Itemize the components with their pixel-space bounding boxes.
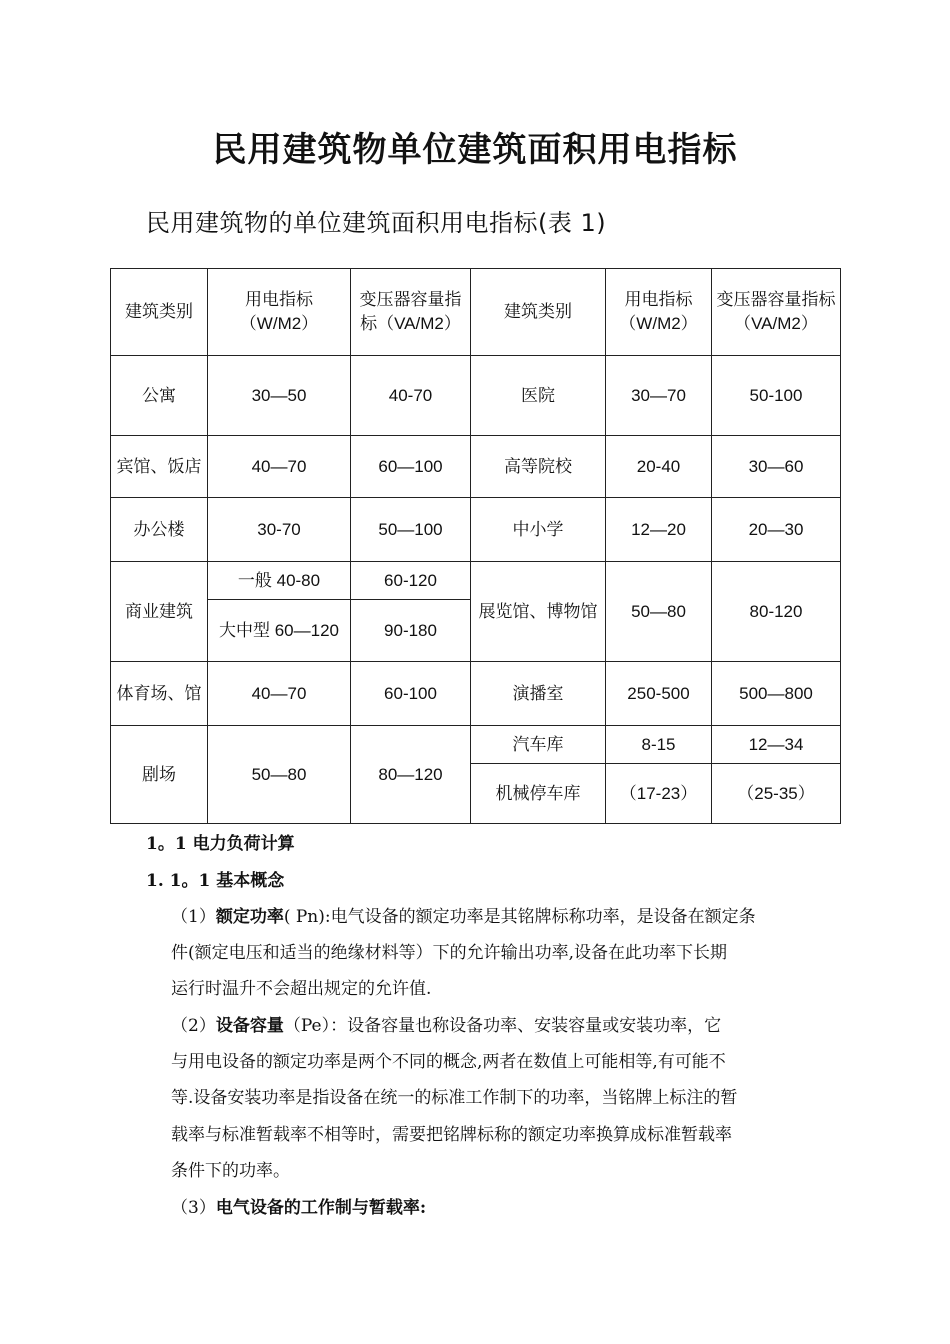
- table-cell: 12—20: [606, 498, 712, 562]
- item-paragraph-line: 与用电设备的额定功率是两个不同的概念,两者在数值上可能相等,有可能不: [171, 1052, 726, 1072]
- table-cell: 80-120: [712, 562, 841, 662]
- table-row: [111, 498, 841, 562]
- table-cell: 汽车库: [471, 726, 606, 764]
- header-cell: 变压器容量指标（VA/M2）: [351, 269, 471, 356]
- table-row: [111, 436, 841, 498]
- table-cell: 50-100: [712, 356, 841, 436]
- item-symbol: ( Pn): [283, 907, 325, 927]
- table-row: [111, 356, 841, 436]
- power-index-table: [110, 268, 841, 824]
- table-cell: 500—800: [712, 662, 841, 726]
- header-cell: 建筑类别: [111, 269, 208, 356]
- table-cell: 办公楼: [111, 498, 208, 562]
- item-number: （2）: [171, 1016, 216, 1036]
- item-paragraph-line: [171, 1193, 426, 1218]
- item-number: （1）: [171, 907, 216, 927]
- table-cell: 8-15: [606, 726, 712, 764]
- table-cell: 40—70: [208, 662, 351, 726]
- page-title: 民用建筑物单位建筑面积用电指标: [212, 130, 738, 170]
- item-paragraph-line: [171, 902, 756, 927]
- table-cell: 30—60: [712, 436, 841, 498]
- table-cell: 40-70: [351, 356, 471, 436]
- item-paragraph-line: [171, 1011, 721, 1036]
- header-cell: 建筑类别: [471, 269, 606, 356]
- table-cell: 一般 40-80: [208, 562, 351, 600]
- table-row: [111, 662, 841, 726]
- item-paragraph-line: 运行时温升不会超出规定的允许值.: [171, 979, 432, 999]
- table-cell: 50—80: [606, 562, 712, 662]
- table-cell: 中小学: [471, 498, 606, 562]
- table-cell: 50—100: [351, 498, 471, 562]
- table-cell: 50—80: [208, 726, 351, 824]
- item-paragraph-line: 件(额定电压和适当的绝缘材料等）下的允许输出功率,设备在此功率下长期: [171, 943, 728, 963]
- table-cell: 体育场、馆: [111, 662, 208, 726]
- table-cell: 宾馆、饭店: [111, 436, 208, 498]
- table-cell: 250-500: [606, 662, 712, 726]
- table-cell: 30-70: [208, 498, 351, 562]
- table-cell: 20-40: [606, 436, 712, 498]
- table-cell: 60-100: [351, 662, 471, 726]
- section-heading: 1。1 电力负荷计算: [146, 834, 295, 854]
- table-row: [111, 562, 841, 600]
- table-cell: 90-180: [351, 600, 471, 662]
- table-cell: 商业建筑: [111, 562, 208, 662]
- item-paragraph-line: 载率与标准暂载率不相等时，需要把铭牌标称的额定功率换算成标准暂载率: [171, 1125, 732, 1145]
- table-cell: 30—50: [208, 356, 351, 436]
- item-symbol: （Pe）: [283, 1016, 331, 1036]
- table-cell: 30—70: [606, 356, 712, 436]
- item-number: （3）: [171, 1198, 216, 1218]
- item-text: ：设备容量也称设备功率、安装容量或安装功率，它: [330, 1016, 722, 1036]
- table-cell: 演播室: [471, 662, 606, 726]
- table-header-row: [111, 269, 841, 356]
- table-cell: 40—70: [208, 436, 351, 498]
- table-cell: 60—100: [351, 436, 471, 498]
- header-cell: 用电指标（W/M2）: [606, 269, 712, 356]
- subsection-heading: 1. 1。1 基本概念: [146, 871, 285, 891]
- header-cell: 变压器容量指标（VA/M2）: [712, 269, 841, 356]
- item-paragraph-line: 等.设备安装功率是指设备在统一的标准工作制下的功率，当铭牌上标注的暂: [171, 1088, 738, 1108]
- table-cell: （25-35）: [712, 764, 841, 824]
- table-cell: 80—120: [351, 726, 471, 824]
- item-term: 设备容量: [215, 1016, 284, 1036]
- table-cell: 60-120: [351, 562, 471, 600]
- item-term: 额定功率: [215, 907, 284, 927]
- table-cell: 大中型 60—120: [208, 600, 351, 662]
- table-cell: 公寓: [111, 356, 208, 436]
- item-text: :电气设备的额定功率是其铭牌标称功率，是设备在额定条: [324, 907, 756, 927]
- table-cell: （17-23）: [606, 764, 712, 824]
- table-cell: 高等院校: [471, 436, 606, 498]
- table-cell: 12—34: [712, 726, 841, 764]
- header-cell: 用电指标（W/M2）: [208, 269, 351, 356]
- table-cell: 医院: [471, 356, 606, 436]
- table-row: [111, 726, 841, 764]
- table-cell: 20—30: [712, 498, 841, 562]
- table-cell: 展览馆、博物馆: [471, 562, 606, 662]
- item-paragraph-line: 条件下的功率。: [171, 1161, 290, 1181]
- item-term: 电气设备的工作制与暂载率:: [215, 1198, 427, 1218]
- table-cell: 剧场: [111, 726, 208, 824]
- table-cell: 机械停车库: [471, 764, 606, 824]
- table-caption: 民用建筑物的单位建筑面积用电指标(表 1): [146, 209, 607, 237]
